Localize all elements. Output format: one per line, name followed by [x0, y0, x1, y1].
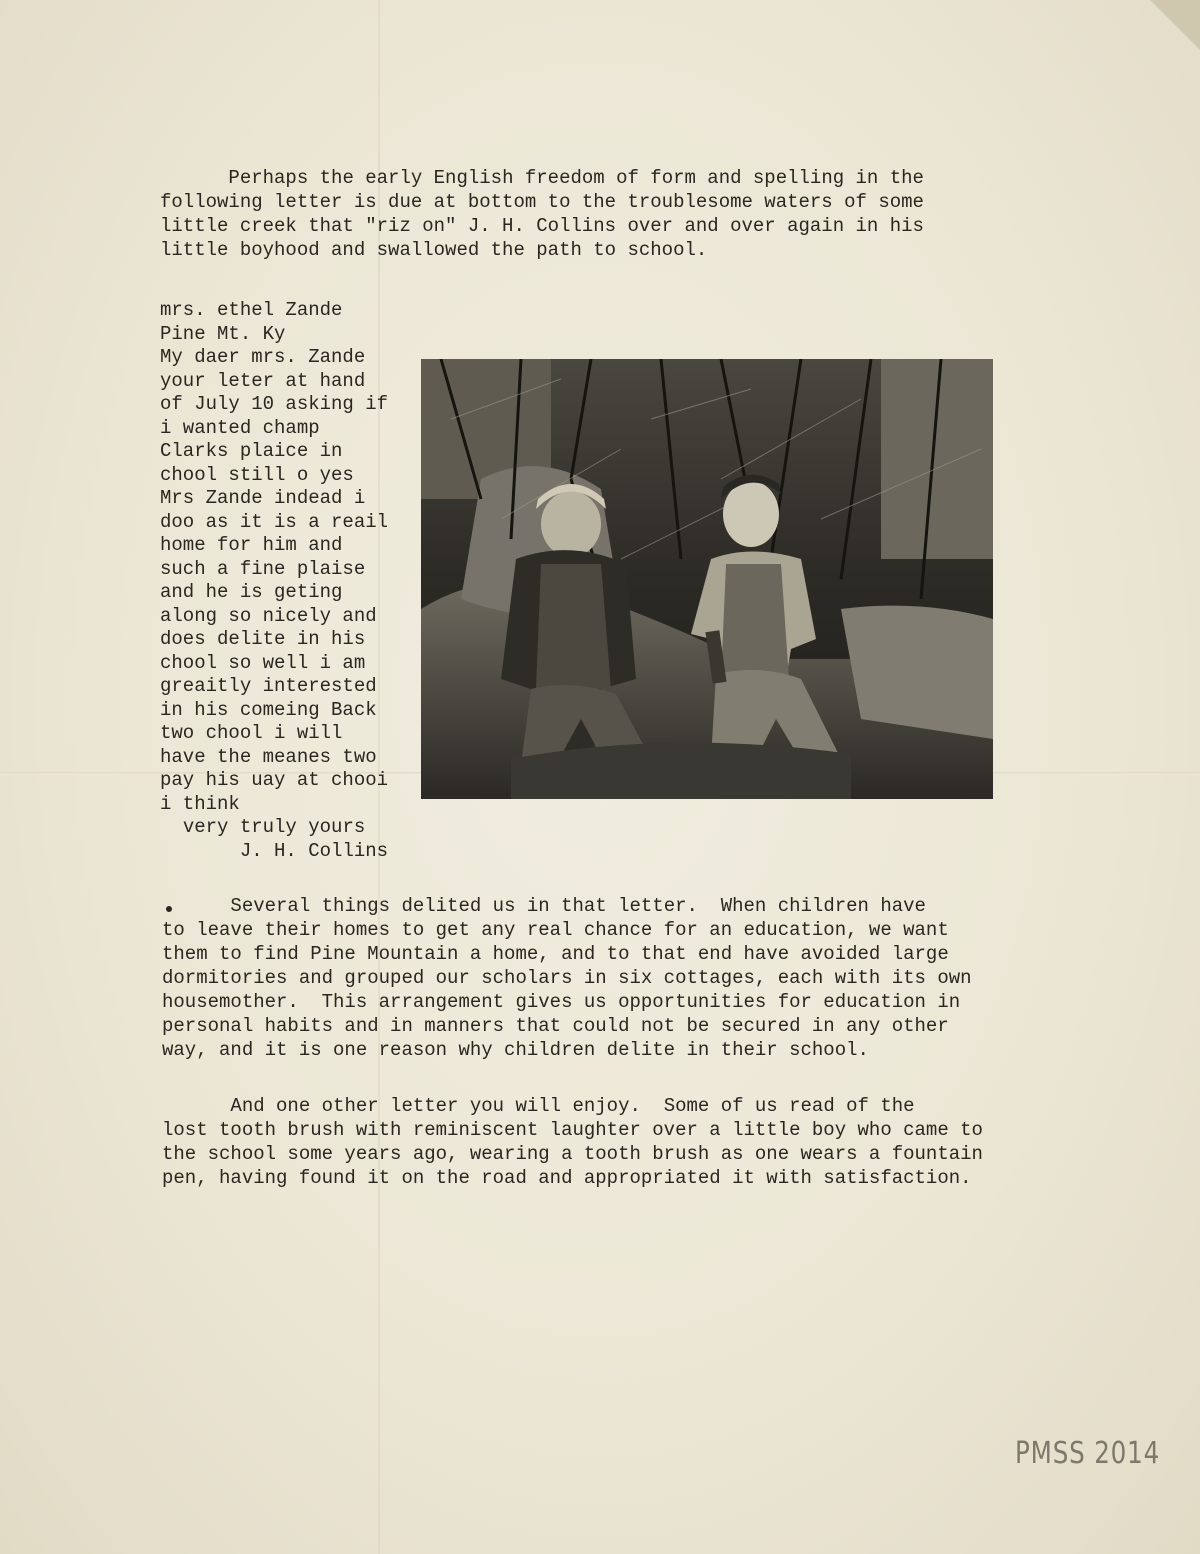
toothbrush-paragraph: And one other letter you will enjoy. Some of us read of the lost tooth brush with reminiscent laughter over a little boy who came to the school some years ago, wearing a tooth brush as one wears a fountain pen, having found it on the road and appropriated it with satisfaction. — [162, 1095, 983, 1189]
intro-paragraph: Perhaps the early English freedom of form and spelling in the following letter is due at bottom to the troublesome waters of some little creek that "riz on" J. H. Collins over and over again in his little boyhood and swallowed the path to school. — [160, 167, 924, 261]
collins-letter: mrs. ethel Zande Pine Mt. Ky My daer mrs. Zande your leter at hand of July 10 asking if i wanted champ Clarks plaice in chool still o yes Mrs Zande indead i doo as it is a reail home for him and such a fine plaise and he is geting along so nicely and does delite in his chool so well i am greaitly interested in his comeing Back two chool i will have the meanes two pay his uay at chooi i think very truly yours J. H. Collins — [160, 299, 389, 862]
archive-stamp: PMSS 2014 — [1015, 1436, 1161, 1471]
photo-illustration — [421, 359, 993, 799]
delited-paragraph: Several things delited us in that letter. When children have to leave their homes to get any real chance for an education, we want them to find Pine Mountain a home, and to that end have avoided large dormitories and grouped our scholars in six cottages, each with its own housemother. This arrangement gives us opportunities for education in personal habits and in manners that could not be secured in any other way, and it is one reason why children delite in their school. — [162, 895, 972, 1061]
photograph-two-boys — [421, 359, 993, 799]
torn-corner — [1130, 0, 1200, 70]
